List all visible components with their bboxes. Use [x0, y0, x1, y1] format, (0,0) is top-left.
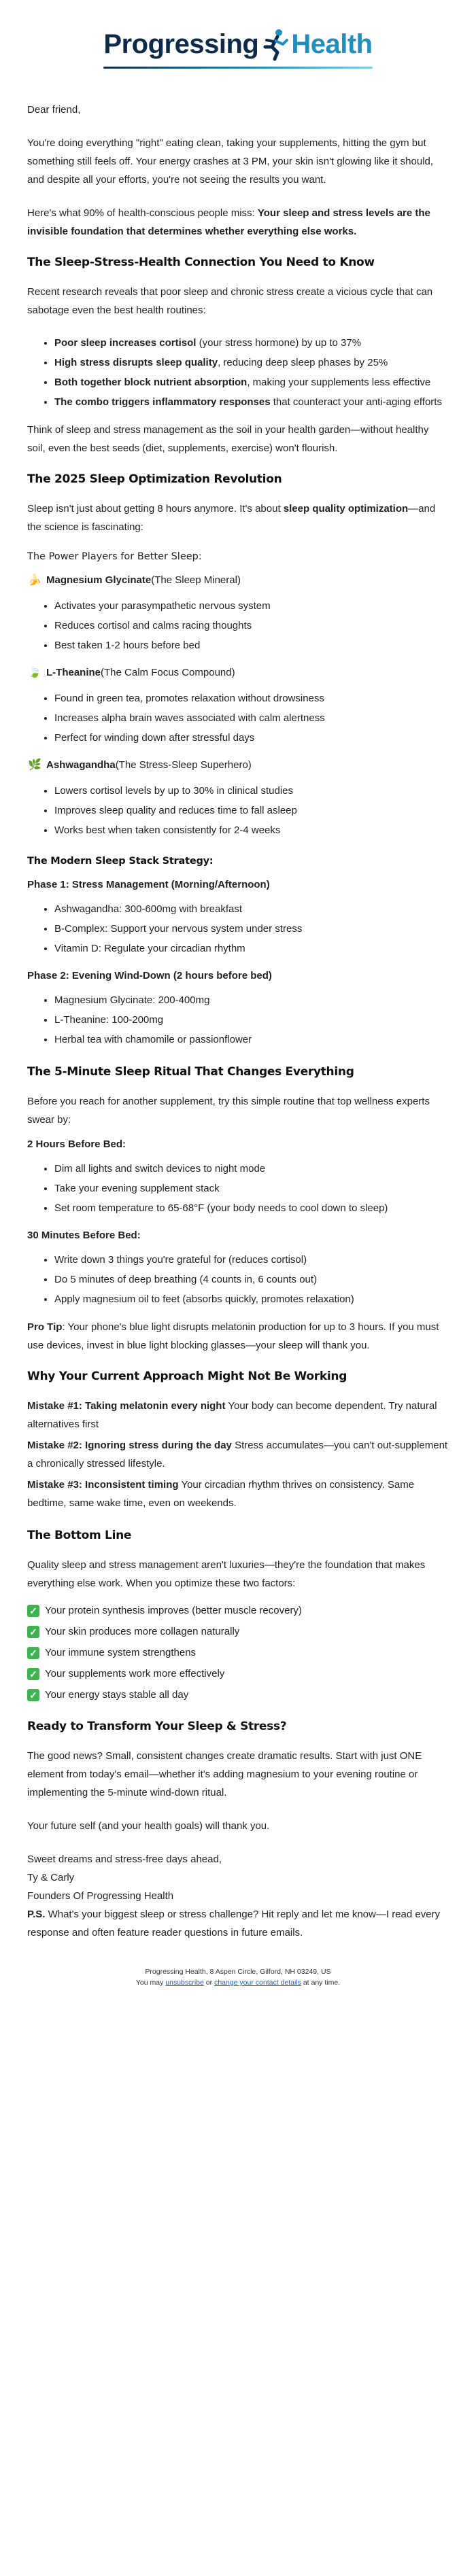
email-footer — [27, 1966, 449, 1988]
greeting: Dear friend, — [27, 104, 81, 116]
list-item: • Works best when taken consistently for 2-4 weeks — [54, 822, 449, 839]
phase1-list — [27, 901, 449, 958]
mistake-item: Mistake #3: Inconsistent timing Your circadian rhythm thrives on consistency. Same bedtime, same wake time, even on weekends. — [27, 1479, 415, 1509]
section-heading-sleep-stack: The Modern Sleep Stack Strategy: — [27, 856, 214, 867]
footer-unsubscribe-line: You may unsubscribe or change your contact details at any time. — [135, 1979, 341, 1987]
change-contact-details-link[interactable]: change your contact details — [214, 1979, 301, 1987]
list-item: • Dim all lights and switch devices to night mode — [54, 1160, 449, 1178]
postscript: P.S. What's your biggest sleep or stress challenge? Hit reply and let me know—I read every response and often feature reader questions in future emails. — [27, 1909, 441, 1938]
section-heading-cta: Ready to Transform Your Sleep & Stress? — [27, 1720, 287, 1733]
list-item: • Improves sleep quality and reduces time to fall asleep — [54, 802, 449, 820]
list-item: • Perfect for winding down after stressful days — [54, 729, 449, 747]
list-item: • Ashwagandha: 300-600mg with breakfast — [54, 901, 449, 918]
list-item: • Best taken 1-2 hours before bed — [54, 637, 449, 655]
herb-magnesium: 🍌 Magnesium Glycinate (The Sleep Mineral) — [27, 572, 449, 589]
list-item: • High stress disrupts sleep quality, reducing deep sleep phases by 25% — [54, 354, 449, 372]
section-heading-revolution: The 2025 Sleep Optimization Revolution — [27, 472, 282, 486]
pro-tip: Pro Tip: Your phone's blue light disrupts melatonin production for up to 3 hours. If you must use devices, invest in blue light blocking glasses—your sleep will thank you. — [27, 1321, 439, 1351]
magnesium-points — [27, 597, 449, 655]
section-heading-mistakes: Why Your Current Approach Might Not Be Working — [27, 1370, 347, 1383]
benefit-item: ✓ Your skin produces more collagen naturally — [27, 1623, 449, 1641]
phase1-title: Phase 1: Stress Management (Morning/Afternoon) — [27, 879, 270, 890]
runner-icon — [257, 27, 292, 62]
list-item: • Write down 3 things you're grateful for (reduces cortisol) — [54, 1251, 449, 1269]
list-item: • Magnesium Glycinate: 200-400mg — [54, 992, 449, 1009]
connection-list — [27, 334, 449, 411]
checkmark-icon: ✓ — [27, 1647, 39, 1659]
mistake-item: Mistake #1: Taking melatonin every night Your body can become dependent. Try natural alternatives first — [27, 1400, 437, 1430]
unsubscribe-link[interactable]: unsubscribe — [165, 1979, 204, 1987]
ritual-intro: Before you reach for another supplement, try this simple routine that top wellness experts swear by: — [27, 1096, 430, 1126]
brand-logo[interactable] — [27, 0, 449, 88]
checkmark-icon: ✓ — [27, 1626, 39, 1638]
cta-thanks: Your future self (and your health goals) will thank you. — [27, 1820, 270, 1832]
list-item: • B-Complex: Support your nervous system under stress — [54, 920, 449, 938]
herb-ashwagandha: 🌿 Ashwagandha (The Stress-Sleep Superhero) — [27, 756, 449, 774]
phase2-list — [27, 992, 449, 1049]
logo-text-health: Health — [291, 29, 373, 59]
mistake-item: Mistake #2: Ignoring stress during the day Stress accumulates—you can't out-supplement a chronically stressed lifestyle. — [27, 1440, 448, 1469]
herb-icon: 🌿 — [28, 759, 41, 771]
ritual-block2-list — [27, 1251, 449, 1308]
signoff-line: Sweet dreams and stress-free days ahead, — [27, 1853, 222, 1865]
intro-paragraph: You're doing everything "right" eating clean, taking your supplements, hitting the gym but something still feels off. Your energy crashes at 3 PM, your skin isn't glowing like it should, and despite all your efforts, you're not seeing the results you want. — [27, 137, 434, 186]
signoff-names: Ty & Carly — [27, 1872, 75, 1883]
list-item: • Poor sleep increases cortisol (your stress hormone) by up to 37% — [54, 334, 449, 352]
checkmark-icon: ✓ — [27, 1605, 39, 1617]
soil-analogy-paragraph: Think of sleep and stress management as the soil in your health garden—without healthy soil, even the best seeds (diet, supplements, exercise) won't flourish. — [27, 424, 429, 454]
leaf-icon: 🍃 — [28, 667, 41, 678]
ritual-block1-list — [27, 1160, 449, 1217]
benefit-item: ✓ Your supplements work more effectively — [27, 1665, 449, 1683]
benefit-item: ✓ Your immune system strengthens — [27, 1644, 449, 1662]
power-players-subheading: The Power Players for Better Sleep: — [27, 551, 202, 562]
cta-paragraph: The good news? Small, consistent changes create dramatic results. Start with just ONE element from today's email—whether it's adding magnesium to your evening routine or implementing the 5-minute wind-down ritual. — [27, 1750, 422, 1798]
signoff-title: Founders Of Progressing Health — [27, 1890, 174, 1902]
list-item: • Apply magnesium oil to feet (absorbs quickly, promotes relaxation) — [54, 1291, 449, 1308]
banana-icon: 🍌 — [28, 574, 41, 586]
revolution-intro: Sleep isn't just about getting 8 hours anymore. It's about sleep quality optimization—and the science is fascinating: — [27, 503, 436, 533]
key-insight-paragraph: Here's what 90% of health-conscious people miss: Your sleep and stress levels are the invisible foundation that determines whether everything else works. — [27, 207, 430, 237]
checkmark-icon: ✓ — [27, 1689, 39, 1701]
footer-address: Progressing Health, 8 Aspen Circle, Gilford, NH 03249, US — [145, 1968, 331, 1976]
logo-underline — [103, 67, 372, 69]
ritual-block1-title: 2 Hours Before Bed: — [27, 1138, 126, 1150]
section-heading-bottom-line: The Bottom Line — [27, 1529, 132, 1542]
phase2-title: Phase 2: Evening Wind-Down (2 hours before bed) — [27, 970, 272, 981]
list-item: • Activates your parasympathetic nervous system — [54, 597, 449, 615]
section-heading-connection: The Sleep-Stress-Health Connection You Need to Know — [27, 256, 375, 269]
section-heading-ritual: The 5-Minute Sleep Ritual That Changes Everything — [27, 1065, 354, 1079]
list-item: • Do 5 minutes of deep breathing (4 counts in, 6 counts out) — [54, 1271, 449, 1289]
email-body — [27, 0, 449, 1988]
list-item: • Increases alpha brain waves associated with calm alertness — [54, 710, 449, 727]
list-item: • L-Theanine: 100-200mg — [54, 1011, 449, 1029]
ashwagandha-points — [27, 782, 449, 839]
connection-intro: Recent research reveals that poor sleep and chronic stress create a vicious cycle that can sabotage even the best health routines: — [27, 286, 433, 316]
herb-l-theanine: 🍃 L-Theanine (The Calm Focus Compound) — [27, 664, 449, 682]
list-item: • Both together block nutrient absorption, making your supplements less effective — [54, 374, 449, 391]
bottom-line-intro: Quality sleep and stress management aren't luxuries—they're the foundation that makes everything else work. When you optimize these two factors: — [27, 1559, 426, 1589]
benefit-item: ✓ Your protein synthesis improves (better muscle recovery) — [27, 1602, 449, 1620]
benefit-item: ✓ Your energy stays stable all day — [27, 1686, 449, 1704]
l-theanine-points — [27, 690, 449, 747]
checkmark-icon: ✓ — [27, 1668, 39, 1680]
ritual-block2-title: 30 Minutes Before Bed: — [27, 1230, 141, 1241]
list-item: • Found in green tea, promotes relaxation without drowsiness — [54, 690, 449, 708]
list-item: • Vitamin D: Regulate your circadian rhythm — [54, 940, 449, 958]
list-item: • Reduces cortisol and calms racing thoughts — [54, 617, 449, 635]
logo-text-progressing: Progressing — [103, 29, 259, 59]
list-item: • Herbal tea with chamomile or passionflower — [54, 1031, 449, 1049]
list-item: • Set room temperature to 65-68°F (your body needs to cool down to sleep) — [54, 1200, 449, 1217]
list-item: • Lowers cortisol levels by up to 30% in clinical studies — [54, 782, 449, 800]
list-item: • The combo triggers inflammatory responses that counteract your anti-aging efforts — [54, 394, 449, 411]
list-item: • Take your evening supplement stack — [54, 1180, 449, 1198]
